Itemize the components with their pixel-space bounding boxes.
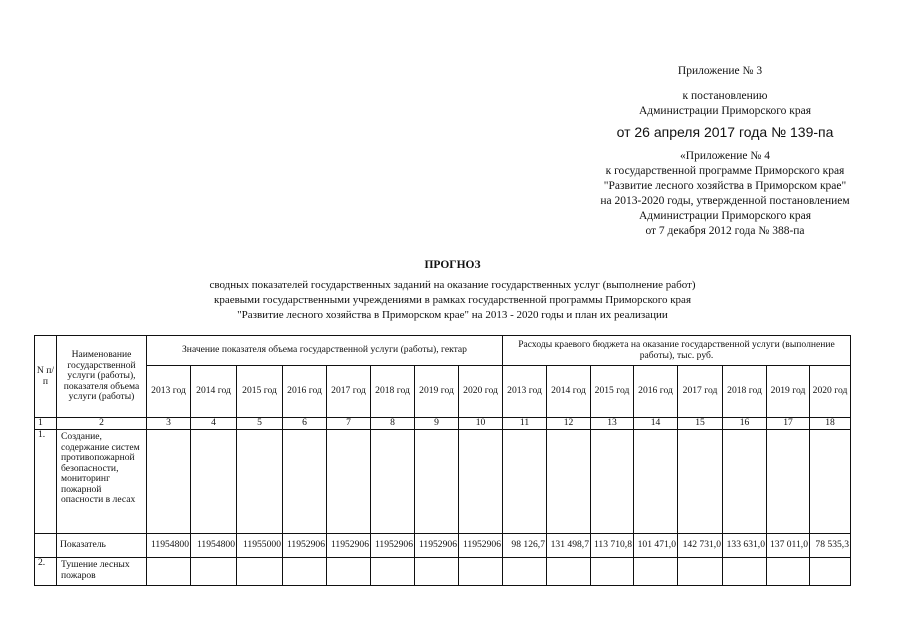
table-row (35, 558, 851, 586)
document-title: ПРОГНОЗ (424, 259, 481, 271)
title-line-2: краевыми государственными учреждениями в рамках государственной программы Приморского края (213, 294, 692, 306)
to-program: к государственной программе Приморского края (605, 165, 845, 177)
title-line-1: сводных показателей государственных заданий на оказание государственных услуг (выполнение работ) (209, 279, 696, 291)
administration-2: Администрации Приморского края (639, 210, 811, 222)
row-number: 1. (35, 430, 57, 534)
to-decree: к постановлению (682, 90, 768, 102)
service-name: Создание, содержание систем противопожарной безопасности, мониторинг пожарной опасности в лесах (57, 430, 147, 534)
forecast-table (34, 335, 851, 586)
year-volume-2016: 2016 год (283, 366, 327, 418)
column-number: 8 (371, 418, 415, 430)
year-volume-2020: 2020 год (459, 366, 503, 418)
column-number: 5 (237, 418, 283, 430)
column-number: 10 (459, 418, 503, 430)
year-volume-2018: 2018 год (371, 366, 415, 418)
year-budget-2020: 2020 год (810, 366, 851, 418)
column-number: 9 (415, 418, 459, 430)
budget-value: 78 535,3 (810, 534, 851, 558)
table-row (35, 430, 851, 534)
header-n: N п/п (35, 336, 57, 418)
volume-value: 11952906 (283, 534, 327, 558)
column-number: 6 (283, 418, 327, 430)
year-volume-2015: 2015 год (237, 366, 283, 418)
column-number: 1 (35, 418, 57, 430)
volume-value: 11955000 (237, 534, 283, 558)
volume-value: 11954800 (191, 534, 237, 558)
column-number: 18 (810, 418, 851, 430)
year-budget-2013: 2013 год (503, 366, 547, 418)
volume-value: 11952906 (459, 534, 503, 558)
year-budget-2019: 2019 год (767, 366, 810, 418)
previous-appendix: «Приложение № 4 (680, 150, 770, 162)
program-name: "Развитие лесного хозяйства в Приморском крае" (603, 180, 847, 192)
row-number: 2. (35, 558, 57, 586)
column-number: 2 (57, 418, 147, 430)
year-budget-2016: 2016 год (634, 366, 678, 418)
header-volume-group: Значение показателя объема государственной услуги (работы), гектар (147, 336, 503, 366)
appendix-number: Приложение № 3 (677, 65, 763, 77)
budget-value: 101 471,0 (634, 534, 678, 558)
budget-value: 142 731,0 (678, 534, 723, 558)
budget-value: 133 631,0 (723, 534, 767, 558)
year-budget-2014: 2014 год (547, 366, 591, 418)
year-volume-2014: 2014 год (191, 366, 237, 418)
column-number: 12 (547, 418, 591, 430)
budget-value: 137 011,0 (767, 534, 810, 558)
decree-date: от 26 апреля 2017 года № 139-па (616, 124, 834, 140)
row-number (35, 534, 57, 558)
year-volume-2013: 2013 год (147, 366, 191, 418)
administration: Администрации Приморского края (639, 105, 811, 117)
column-number: 4 (191, 418, 237, 430)
program-years: на 2013-2020 годы, утвержденной постановлением (600, 195, 850, 207)
budget-value: 98 126,7 (503, 534, 547, 558)
title-line-3: "Развитие лесного хозяйства в Приморском крае" на 2013 - 2020 годы и план их реализации (237, 309, 668, 321)
budget-value: 131 498,7 (547, 534, 591, 558)
column-number: 11 (503, 418, 547, 430)
column-number: 14 (634, 418, 678, 430)
table-row (35, 534, 851, 558)
volume-value: 11954800 (147, 534, 191, 558)
year-volume-2017: 2017 год (327, 366, 371, 418)
column-number: 7 (327, 418, 371, 430)
column-number: 3 (147, 418, 191, 430)
volume-value: 11952906 (327, 534, 371, 558)
volume-value: 11952906 (371, 534, 415, 558)
year-budget-2015: 2015 год (591, 366, 634, 418)
service-name: Тушение лесных пожаров (57, 558, 147, 586)
header-budget-group: Расходы краевого бюджета на оказание государственной услуги (выполнение работы), тыс. руб. (503, 336, 851, 366)
column-number: 13 (591, 418, 634, 430)
year-budget-2018: 2018 год (723, 366, 767, 418)
volume-value: 11952906 (415, 534, 459, 558)
column-number: 16 (723, 418, 767, 430)
budget-value: 113 710,8 (591, 534, 634, 558)
indicator-label: Показатель (57, 534, 147, 558)
year-budget-2017: 2017 год (678, 366, 723, 418)
original-decree-date: от 7 декабря 2012 года № 388-па (645, 225, 805, 237)
column-number: 17 (767, 418, 810, 430)
header-service-name: Наименование государственной услуги (работы), показателя объема услуги (работы) (57, 336, 147, 418)
column-number: 15 (678, 418, 723, 430)
year-volume-2019: 2019 год (415, 366, 459, 418)
